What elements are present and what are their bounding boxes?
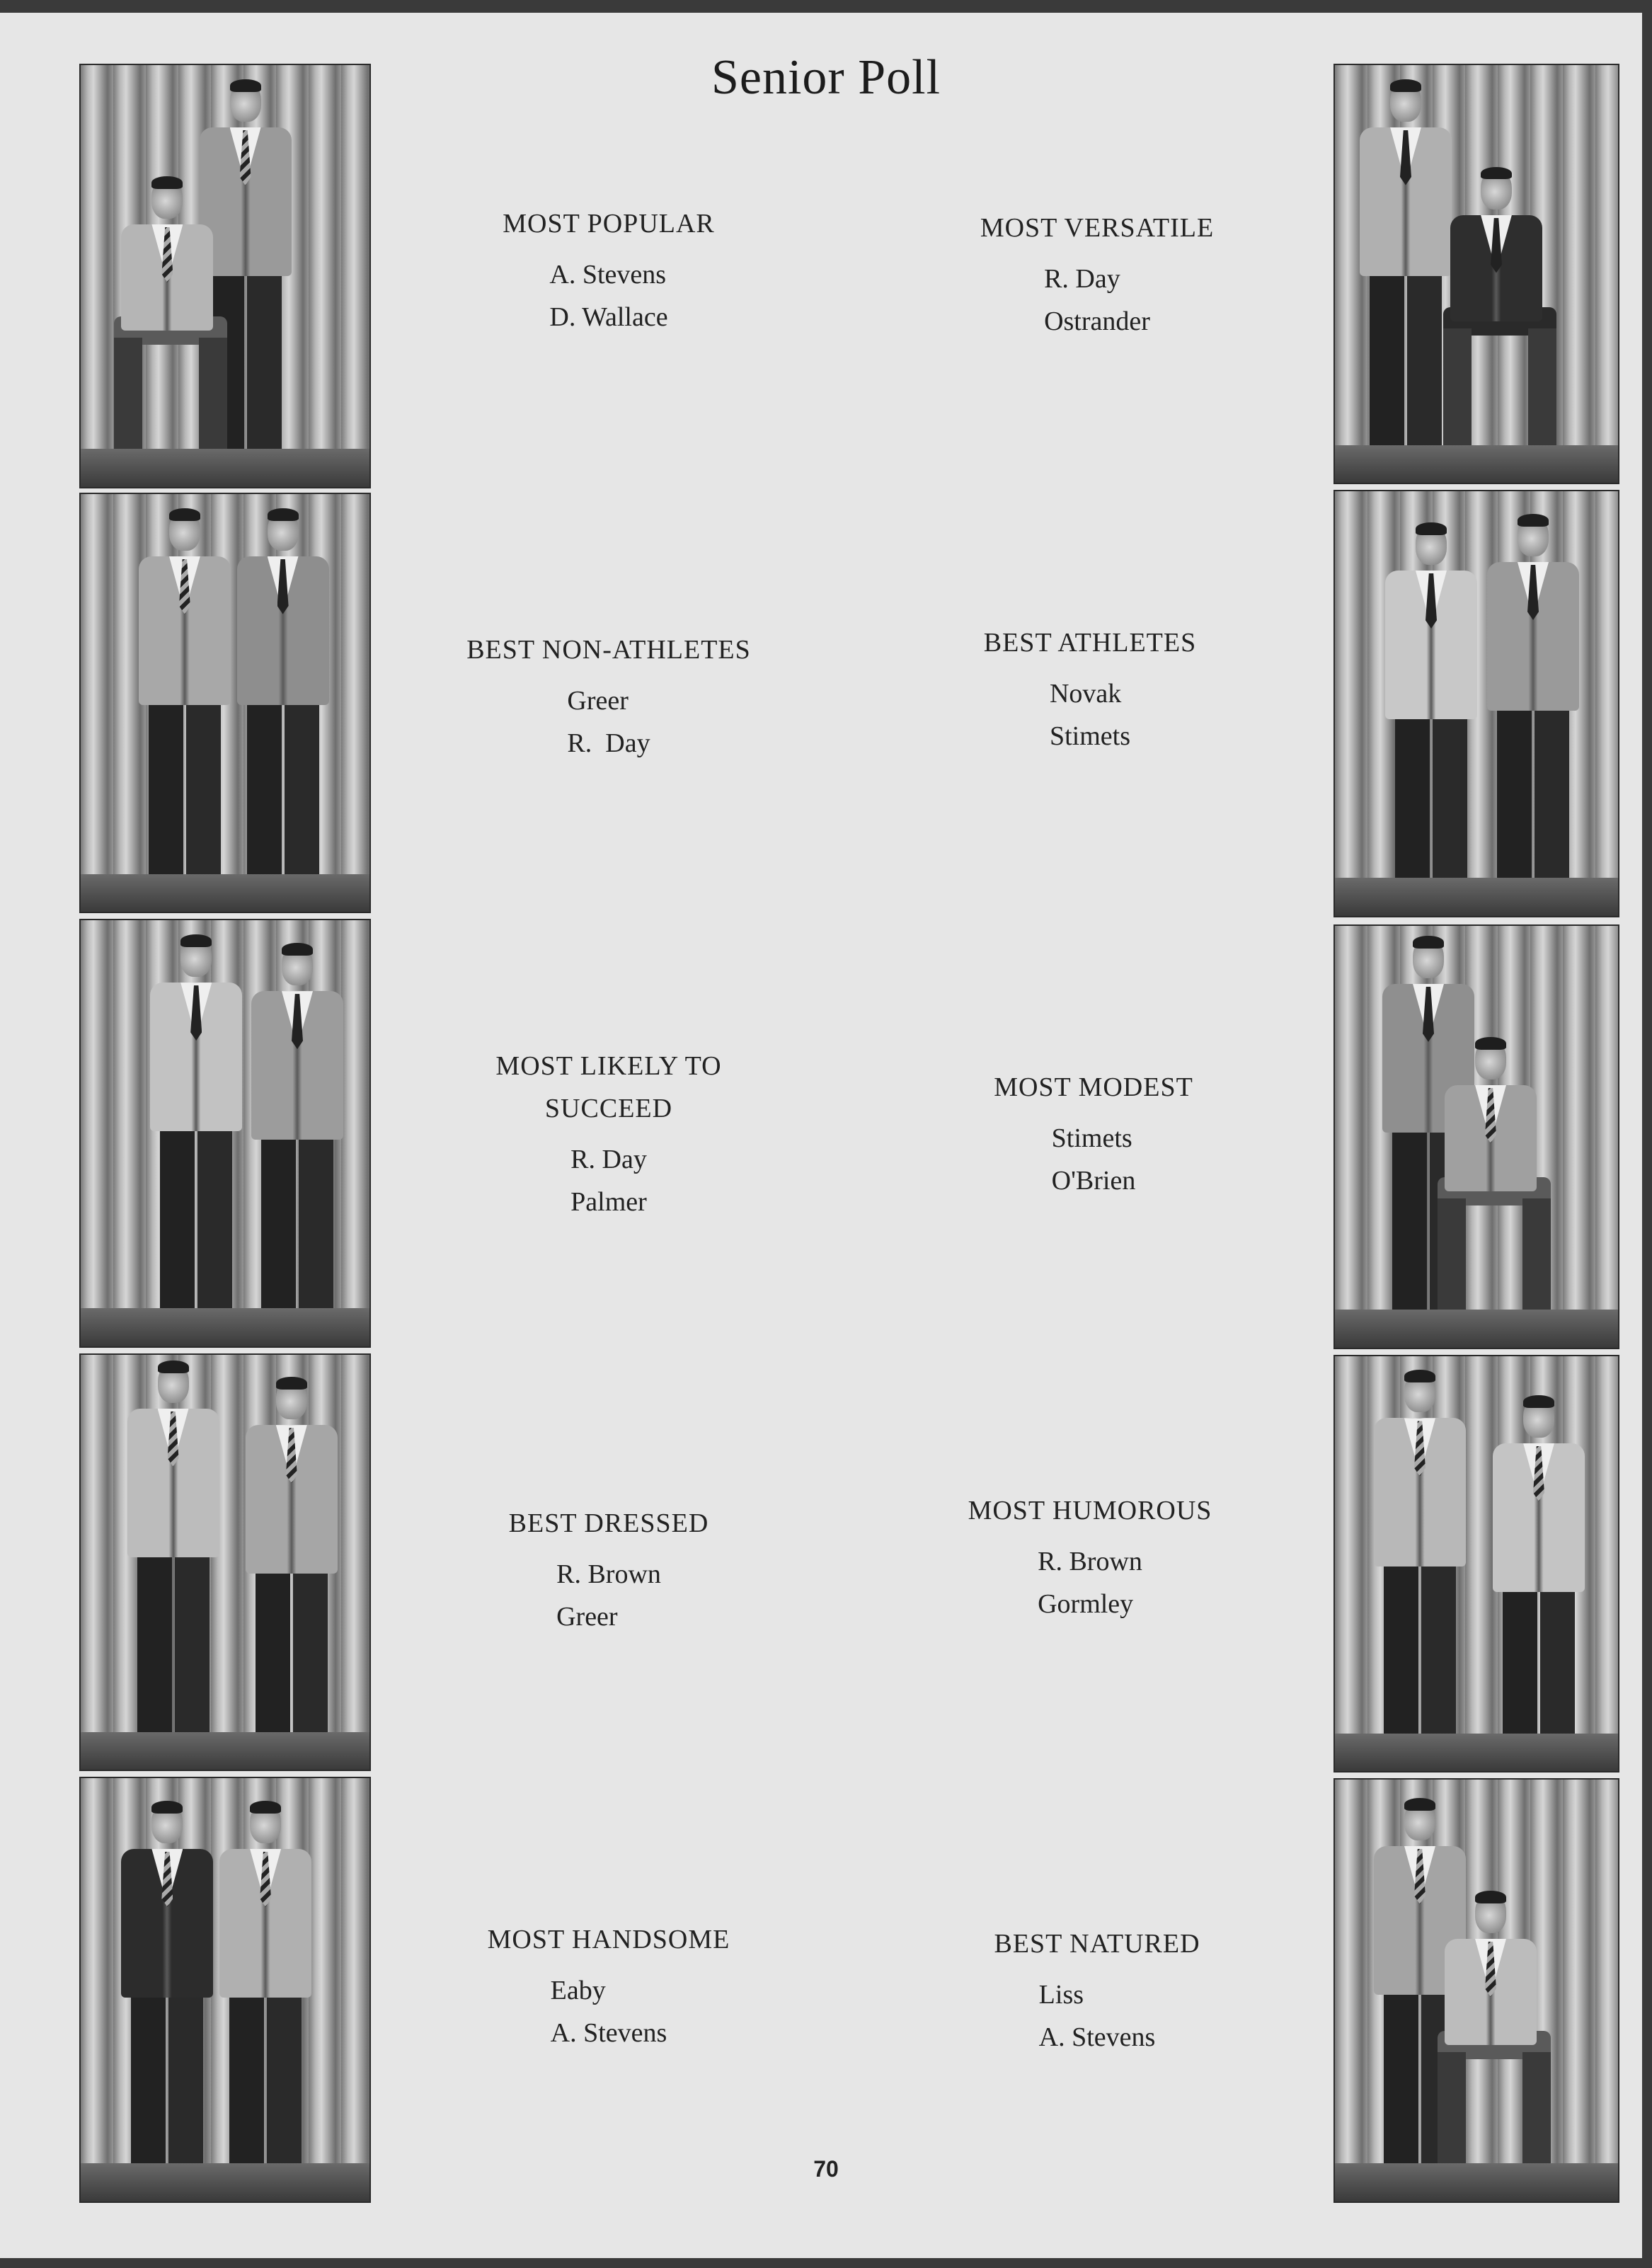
shoe	[1391, 891, 1422, 903]
award-names	[1050, 672, 1130, 757]
shoe	[1542, 891, 1573, 903]
person-figure	[1335, 1780, 1618, 2201]
shoe	[243, 887, 274, 898]
hair	[276, 1377, 307, 1390]
award-title: BEST ATHLETES	[983, 628, 1197, 658]
award-names	[551, 1969, 667, 2054]
legs	[1522, 1198, 1551, 1329]
person-figure	[81, 65, 369, 487]
award-names	[1052, 1117, 1136, 1202]
hair	[1481, 167, 1512, 180]
photo-best-athletes	[1333, 490, 1619, 917]
legs	[261, 1133, 296, 1327]
award-name: R. Brown	[556, 1559, 661, 1589]
award-most-modest	[920, 1066, 1267, 1202]
photo-most-popular	[79, 64, 371, 488]
person-figure	[81, 1355, 369, 1770]
shoe	[257, 1322, 288, 1333]
hair	[282, 943, 313, 956]
award-best-athletes	[920, 622, 1260, 757]
legs	[1503, 1585, 1537, 1753]
award-title: MOST VERSATILE	[980, 213, 1215, 243]
award-most-likely-to-succeed	[439, 1045, 779, 1223]
award-title: BEST NON-ATHLETES	[466, 635, 751, 665]
legs	[299, 1133, 333, 1327]
award-name: Palmer	[570, 1187, 647, 1217]
shoe	[1440, 891, 1472, 903]
shoe	[205, 1322, 236, 1333]
shoe	[1415, 458, 1446, 469]
legs	[247, 698, 282, 893]
legs	[285, 698, 319, 893]
photo-best-non-athletes	[79, 493, 371, 913]
photo-most-humorous	[1333, 1355, 1619, 1772]
shoe	[1365, 458, 1396, 469]
shoe	[176, 462, 207, 474]
shoe	[251, 1746, 282, 1757]
legs	[1528, 328, 1556, 464]
award-name: Novak	[1049, 679, 1122, 709]
award-names	[567, 680, 650, 764]
award-most-popular	[439, 202, 779, 338]
shoe	[292, 887, 323, 898]
award-best-dressed	[439, 1502, 779, 1638]
award-names	[1044, 258, 1150, 343]
shoe	[1500, 1323, 1531, 1334]
photo-best-dressed	[79, 1353, 371, 1771]
award-name: A. Stevens	[550, 2018, 667, 2048]
shoe	[255, 462, 286, 474]
legs	[256, 1567, 290, 1751]
award-names	[549, 253, 667, 338]
shoe	[1438, 1323, 1469, 1334]
award-most-handsome	[439, 1918, 779, 2054]
hair	[250, 1801, 281, 1814]
award-title: MOST POPULAR	[503, 209, 715, 239]
shoe	[1429, 1747, 1460, 1758]
shoe	[1456, 458, 1487, 469]
person-figure	[1335, 65, 1618, 483]
shoe	[1505, 458, 1537, 469]
award-name: R. Brown	[1038, 1547, 1142, 1576]
shoe	[1379, 1747, 1411, 1758]
award-name: Stimets	[1049, 721, 1131, 751]
shoe	[1388, 1323, 1419, 1334]
award-name: Eaby	[550, 1976, 606, 2005]
award-name: Stimets	[1051, 1123, 1132, 1153]
photo-most-modest	[1333, 924, 1619, 1349]
award-name: O'Brien	[1051, 1166, 1136, 1196]
award-title: MOST MODEST	[994, 1072, 1193, 1102]
award-most-versatile	[927, 207, 1267, 343]
shoe	[133, 1746, 164, 1757]
scan-edge-top	[0, 0, 1652, 13]
shoe	[1548, 1747, 1579, 1758]
shoe	[301, 1746, 332, 1757]
photo-best-natured	[1333, 1778, 1619, 2203]
award-names	[556, 1553, 661, 1638]
legs	[1438, 1198, 1466, 1329]
shoe	[183, 1746, 214, 1757]
person-figure	[1335, 491, 1618, 916]
award-most-humorous	[913, 1489, 1267, 1625]
legs	[1535, 704, 1569, 897]
shoe	[144, 887, 176, 898]
award-names	[570, 1138, 647, 1223]
award-title: MOST HANDSOME	[487, 1925, 730, 1954]
hair	[1523, 1395, 1554, 1408]
legs	[114, 338, 142, 468]
legs	[1443, 328, 1472, 464]
shoe	[1450, 1323, 1481, 1334]
award-best-natured	[927, 1923, 1267, 2058]
page-title: Senior Poll	[711, 50, 941, 105]
award-name: Ostrander	[1044, 307, 1150, 336]
legs	[229, 1991, 264, 2182]
person-figure	[81, 1778, 369, 2201]
hair	[1475, 1037, 1506, 1050]
shoe	[127, 462, 158, 474]
award-name: Greer	[567, 686, 629, 716]
legs	[267, 1991, 302, 2182]
award-name: Gormley	[1038, 1589, 1134, 1619]
hair	[1518, 514, 1549, 527]
legs	[293, 1567, 328, 1751]
legs	[1497, 704, 1532, 897]
legs	[199, 338, 227, 468]
award-name: R. Day	[570, 1145, 647, 1174]
hair	[268, 508, 299, 521]
award-name: A. Stevens	[549, 260, 667, 290]
award-best-non-athletes	[425, 629, 793, 764]
award-title: BEST DRESSED	[508, 1508, 709, 1538]
award-title: BEST NATURED	[994, 1929, 1200, 1959]
award-name: Liss	[1038, 1980, 1084, 2010]
award-title-line-1: MOST LIKELY TO	[495, 1051, 722, 1081]
award-name: R. Day	[1044, 264, 1120, 294]
photo-most-likely-to-succeed	[79, 919, 371, 1348]
award-names	[1038, 1540, 1142, 1625]
shoe	[194, 887, 225, 898]
shoe	[1493, 891, 1524, 903]
shoe	[156, 1322, 187, 1333]
shoe	[1498, 1747, 1530, 1758]
person-figure	[81, 494, 369, 912]
award-title: MOST HUMOROUS	[968, 1496, 1212, 1525]
person-figure	[81, 920, 369, 1346]
hair	[1475, 1891, 1506, 1903]
hair	[151, 176, 183, 189]
scan-edge-right	[1642, 0, 1652, 2268]
award-name: R. Day	[567, 728, 650, 758]
scan-edge-bottom	[0, 2258, 1652, 2268]
person-figure	[1335, 1356, 1618, 1771]
shoe	[205, 462, 236, 474]
shoe	[306, 1322, 338, 1333]
award-title-line-2: SUCCEED	[544, 1094, 673, 1123]
award-name: A. Stevens	[1038, 2022, 1156, 2052]
legs	[1540, 1585, 1575, 1753]
award-name: D. Wallace	[549, 302, 668, 332]
award-name: Greer	[556, 1602, 618, 1632]
award-names	[1039, 1974, 1156, 2058]
photo-most-versatile	[1333, 64, 1619, 484]
person-figure	[1335, 926, 1618, 1348]
photo-most-handsome	[79, 1777, 371, 2203]
page-number: 70	[813, 2156, 839, 2182]
